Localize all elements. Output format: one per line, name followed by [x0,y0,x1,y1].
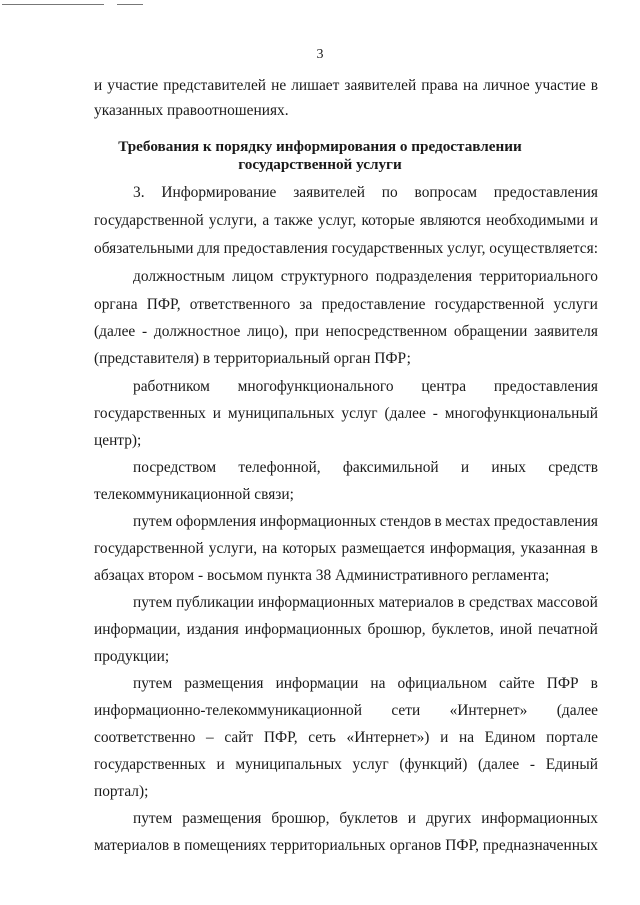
text-line: (представителя) в территориальный орган ПФР; [94,350,411,367]
text-line: государственной услуги, а также услуг, которые являются необходимыми и [94,212,598,229]
text-line: абзацах втором - восьмом пункта 38 Административного регламента; [94,567,550,584]
text-line: указанных правоотношениях. [94,102,289,119]
text-line: путем публикации информационных материалов в средствах массовой [133,594,598,611]
text-line: продукции; [94,648,170,665]
text-line: посредством телефонной, факсимильной и иных средств [133,459,598,476]
text-line: путем размещения информации на официальном сайте ПФР в [133,675,598,692]
text-line: материалов в помещениях территориальных органов ПФР, предназначенных [94,837,598,854]
text-line: (далее - должностное лицо), при непосредственном обращении заявителя [94,323,598,340]
text-line: органа ПФР, ответственного за предоставление государственной услуги [94,296,598,313]
text-line: обязательными для предоставления государственных услуг, осуществляется: [94,240,598,257]
text-line: путем размещения брошюр, буклетов и других информационных [133,810,598,827]
text-line: и участие представителей не лишает заявителей права на личное участие в [94,77,598,94]
text-line: государственных и муниципальных услуг (функций) (далее - Единый [94,756,598,773]
scan-mark-right [117,4,143,5]
text-line: государственных и муниципальных услуг (далее - многофункциональный [94,405,598,422]
text-line: информации, издания информационных брошюр, буклетов, иной печатной [94,621,598,638]
text-line: государственной услуги, на которых размещается информация, указанная в [94,540,598,557]
section-heading-line-1: Требования к порядку информирования о предоставлении [118,138,522,155]
page-number: 3 [316,47,324,62]
text-line: портал); [94,783,149,800]
section-heading-line-2: государственной услуги [238,156,402,173]
text-line: телекоммуникационной связи; [94,486,294,503]
text-line: путем оформления информационных стендов в местах предоставления [133,513,598,530]
text-line: информационно-телекоммуникационной сети «Интернет» (далее [94,702,598,719]
text-line: соответственно – сайт ПФР, сеть «Интернет») и на Едином портале [94,729,598,746]
text-line: центр); [94,432,142,449]
scan-mark-left [2,4,104,5]
text-line: должностным лицом структурного подразделения территориального [133,268,598,285]
text-line: работником многофункционального центра предоставления [133,378,598,395]
text-line: 3. Информирование заявителей по вопросам предоставления [133,184,598,201]
